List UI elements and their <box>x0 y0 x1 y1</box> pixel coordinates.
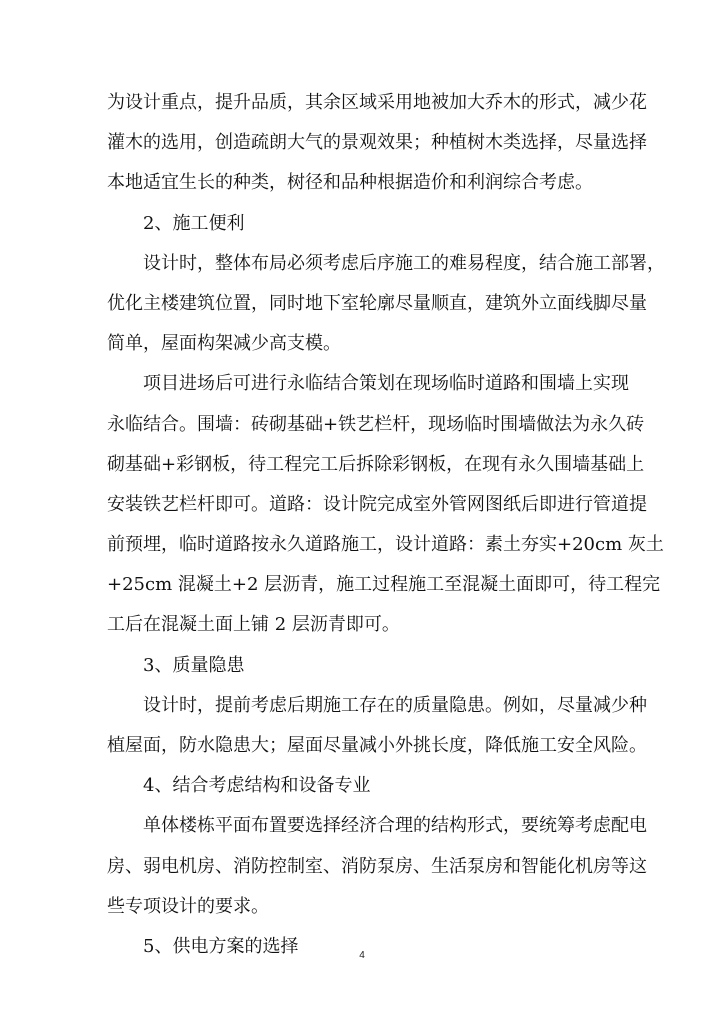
paragraph-line: 为设计重点，提升品质，其余区域采用地被加大乔木的形式，减少花 <box>107 92 647 113</box>
paragraph-line: 工后在混凝土面上铺 2 层沥青即可。 <box>107 614 400 636</box>
section-heading: 2、施工便利 <box>143 212 245 234</box>
section-heading: 5、供电方案的选择 <box>143 935 299 957</box>
paragraph-line: 前预埋，临时道路按永久道路施工，设计道路：素土夯实+20cm 灰土 <box>107 534 664 556</box>
paragraph-line: 些专项设计的要求。 <box>107 895 269 917</box>
paragraph-line: +25cm 混凝土+2 层沥青，施工过程施工至混凝土面即可，待工程完 <box>107 574 661 596</box>
page-number: 4 <box>359 950 365 961</box>
paragraph-line: 设计时，提前考虑后期施工存在的质量隐患。例如，尽量减少种 <box>143 694 647 716</box>
paragraph-line: 简单，屋面构架减少高支模。 <box>107 333 341 355</box>
document-body <box>107 91 665 975</box>
paragraph-line: 优化主楼建筑位置，同时地下室轮廓尽量顺直，建筑外立面线脚尽量 <box>107 292 647 314</box>
paragraph-line: 砌基础+彩钢板，待工程完工后拆除彩钢板，在现有永久围墙基础上 <box>107 453 645 475</box>
paragraph-line: 项目进场后可进行永临结合策划在现场临时道路和围墙上实现 <box>143 373 629 395</box>
paragraph-line: 安装铁艺栏杆即可。道路：设计院完成室外管网图纸后即进行管道提 <box>107 493 647 515</box>
paragraph-line: 永临结合。围墙：砖砌基础+铁艺栏杆，现场临时围墙做法为永久砖 <box>107 413 645 435</box>
section-heading: 3、质量隐患 <box>143 654 245 676</box>
paragraph-line: 灌木的选用，创造疏朗大气的景观效果；种植树木类选择，尽量选择 <box>107 132 647 154</box>
paragraph-line: 房、弱电机房、消防控制室、消防泵房、生活泵房和智能化机房等这 <box>107 855 647 877</box>
section-heading: 4、结合考虑结构和设备专业 <box>143 775 371 797</box>
paragraph-line: 设计时，整体布局必须考虑后序施工的难易程度，结合施工部署， <box>143 252 665 274</box>
paragraph-line: 本地适宜生长的种类，树径和品种根据造价和利润综合考虑。 <box>107 172 593 194</box>
paragraph-line: 植屋面，防水隐患大；屋面尽量减小外挑长度，降低施工安全风险。 <box>107 735 647 756</box>
paragraph-line: 单体楼栋平面布置要选择经济合理的结构形式，要统筹考虑配电 <box>143 815 647 837</box>
